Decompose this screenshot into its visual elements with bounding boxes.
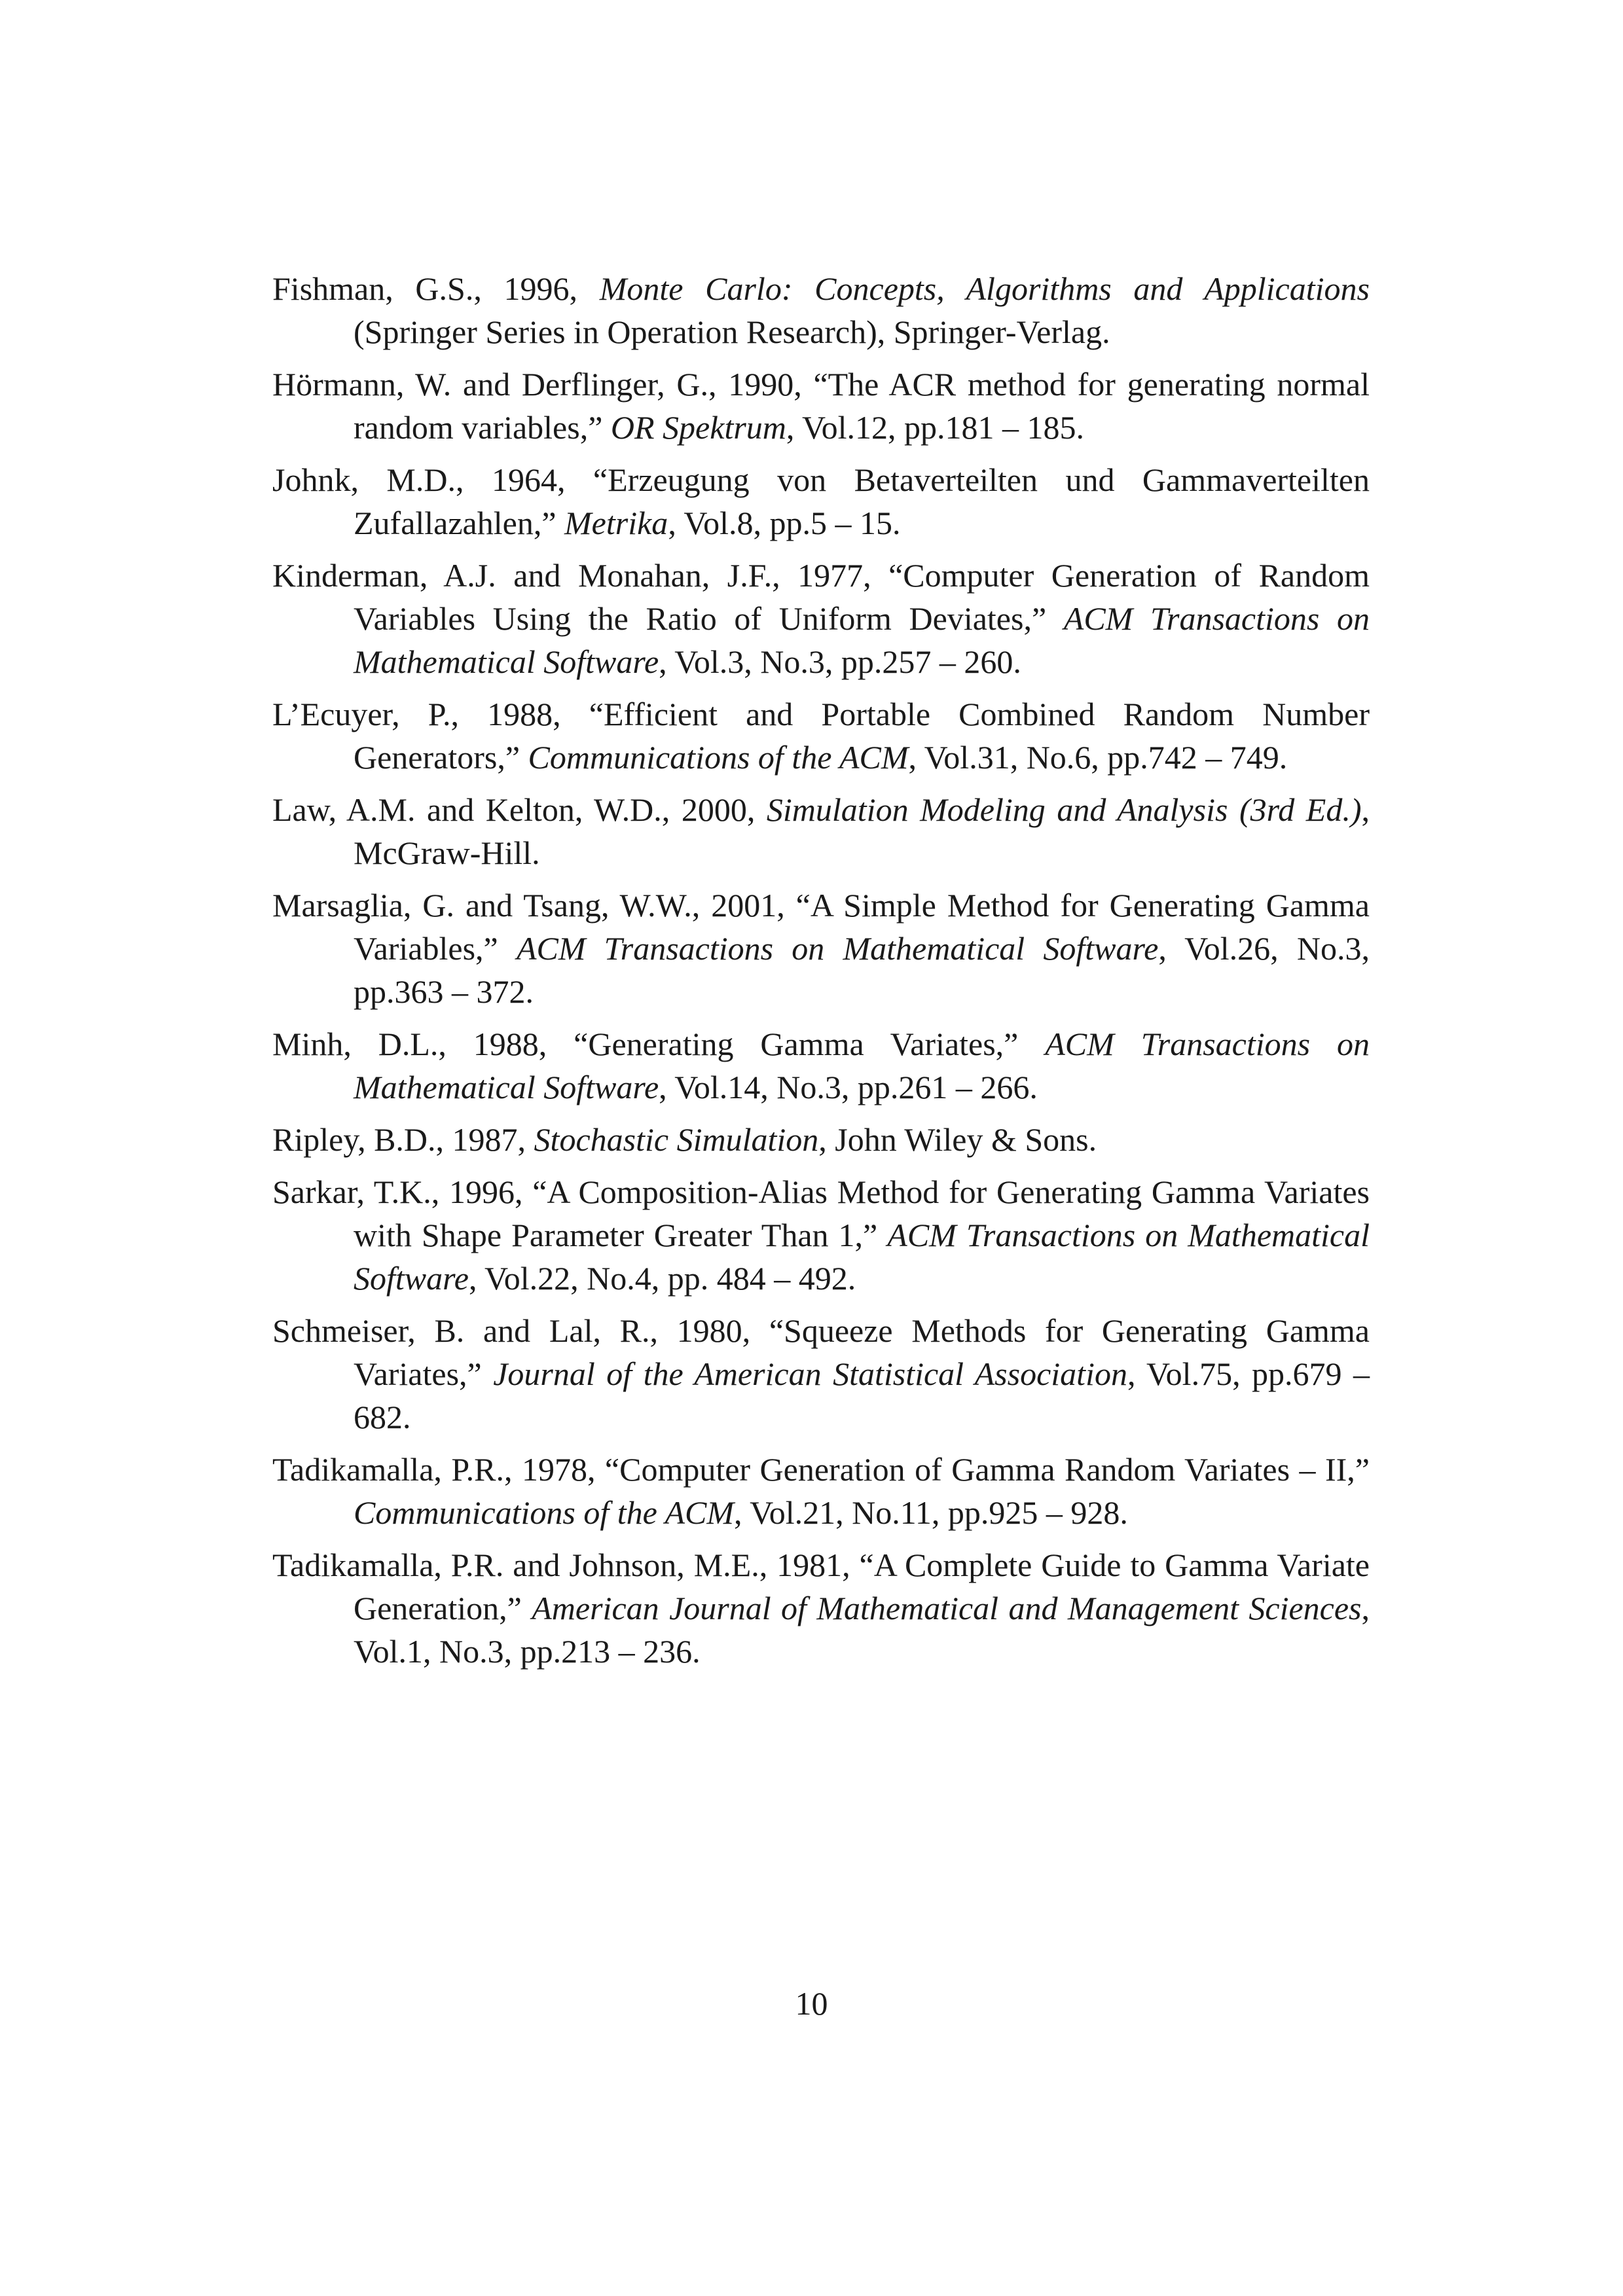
reference-authors-and-source: Schmeiser, B. and Lal, R., 1980, “Squeeze Methods for Generating Gamma Variates,”	[272, 1312, 1370, 1392]
reference-authors-and-source: Marsaglia, G. and Tsang, W.W., 2001, “A Simple Method for Generating Gamma Variables,”	[272, 887, 1370, 967]
reference-authors-and-source: Law, A.M. and Kelton, W.D., 2000,	[272, 791, 767, 828]
reference-title: ACM Transactions on Mathematical Software	[354, 600, 1370, 680]
reference-details: , Vol.21, No.11, pp.925 – 928.	[734, 1494, 1128, 1531]
reference-item	[272, 884, 1370, 1013]
reference-item	[272, 554, 1370, 683]
reference-item	[272, 692, 1370, 779]
reference-details: , John Wiley & Sons.	[818, 1121, 1097, 1158]
reference-title: ACM Transactions on Mathematical Software	[516, 930, 1159, 967]
reference-item	[272, 1543, 1370, 1673]
reference-authors-and-source: Hörmann, W. and Derflinger, G., 1990, “The ACR method for generating normal random variables,”	[272, 366, 1370, 446]
reference-details: , Vol.31, No.6, pp.742 – 749.	[908, 739, 1288, 776]
reference-title: OR Spektrum	[610, 409, 786, 446]
reference-details: , Vol.75, pp.679 – 682.	[354, 1355, 1370, 1435]
reference-details: , Vol.1, No.3, pp.213 – 236.	[354, 1590, 1370, 1670]
reference-authors-and-source: Johnk, M.D., 1964, “Erzeugung von Betaverteilten und Gammaverteilten Zufallazahlen,”	[272, 461, 1370, 541]
reference-item	[272, 1118, 1370, 1161]
reference-title: ACM Transactions on Mathematical Software	[354, 1217, 1370, 1297]
reference-title: American Journal of Mathematical and Management Sciences	[532, 1590, 1362, 1626]
reference-authors-and-source: Minh, D.L., 1988, “Generating Gamma Variates,”	[272, 1026, 1046, 1062]
reference-item	[272, 267, 1370, 353]
reference-title: Metrika	[564, 505, 668, 541]
reference-title: Communications of the ACM	[528, 739, 909, 776]
reference-authors-and-source: Fishman, G.S., 1996,	[272, 270, 600, 307]
reference-details: , Vol.12, pp.181 – 185.	[786, 409, 1085, 446]
reference-details: , Vol.14, No.3, pp.261 – 266.	[659, 1069, 1038, 1105]
reference-title: Monte Carlo: Concepts, Algorithms and Applications	[599, 270, 1370, 307]
reference-details: , Vol.22, No.4, pp. 484 – 492.	[468, 1260, 856, 1297]
reference-title: Stochastic Simulation	[534, 1121, 819, 1158]
reference-authors-and-source: Ripley, B.D., 1987,	[272, 1121, 534, 1158]
reference-item	[272, 458, 1370, 545]
reference-item	[272, 1448, 1370, 1534]
reference-title: Simulation Modeling and Analysis (3rd Ed.)	[766, 791, 1362, 828]
reference-item	[272, 1170, 1370, 1300]
reference-authors-and-source: Tadikamalla, P.R. and Johnson, M.E., 1981, “A Complete Guide to Gamma Variate Generation,”	[272, 1547, 1370, 1626]
reference-title: Journal of the American Statistical Association	[493, 1355, 1127, 1392]
reference-authors-and-source: Kinderman, A.J. and Monahan, J.F., 1977, “Computer Generation of Random Variables Using the Ratio of Uniform Deviates,”	[272, 557, 1370, 637]
reference-item	[272, 1022, 1370, 1109]
reference-authors-and-source: Tadikamalla, P.R., 1978, “Computer Generation of Gamma Random Variates – II,”	[272, 1451, 1370, 1488]
reference-details: , Vol.8, pp.5 – 15.	[668, 505, 901, 541]
reference-details: , Vol.3, No.3, pp.257 – 260.	[659, 643, 1021, 680]
reference-details: , McGraw-Hill.	[354, 791, 1370, 871]
reference-details: , Vol.26, No.3, pp.363 – 372.	[354, 930, 1370, 1010]
reference-authors-and-source: Sarkar, T.K., 1996, “A Composition-Alias Method for Generating Gamma Variates with Shape Parameter Greater Than 1,”	[272, 1174, 1370, 1253]
page-number: 10	[795, 1985, 828, 2022]
reference-details: (Springer Series in Operation Research), Springer-Verlag.	[354, 314, 1110, 350]
reference-item	[272, 1309, 1370, 1439]
reference-title: Communications of the ACM	[354, 1494, 735, 1531]
reference-title: ACM Transactions on Mathematical Software	[354, 1026, 1370, 1105]
reference-item	[272, 363, 1370, 449]
reference-item	[272, 788, 1370, 874]
reference-list	[272, 267, 1370, 1682]
reference-authors-and-source: L’Ecuyer, P., 1988, “Efficient and Portable Combined Random Number Generators,”	[272, 696, 1370, 776]
